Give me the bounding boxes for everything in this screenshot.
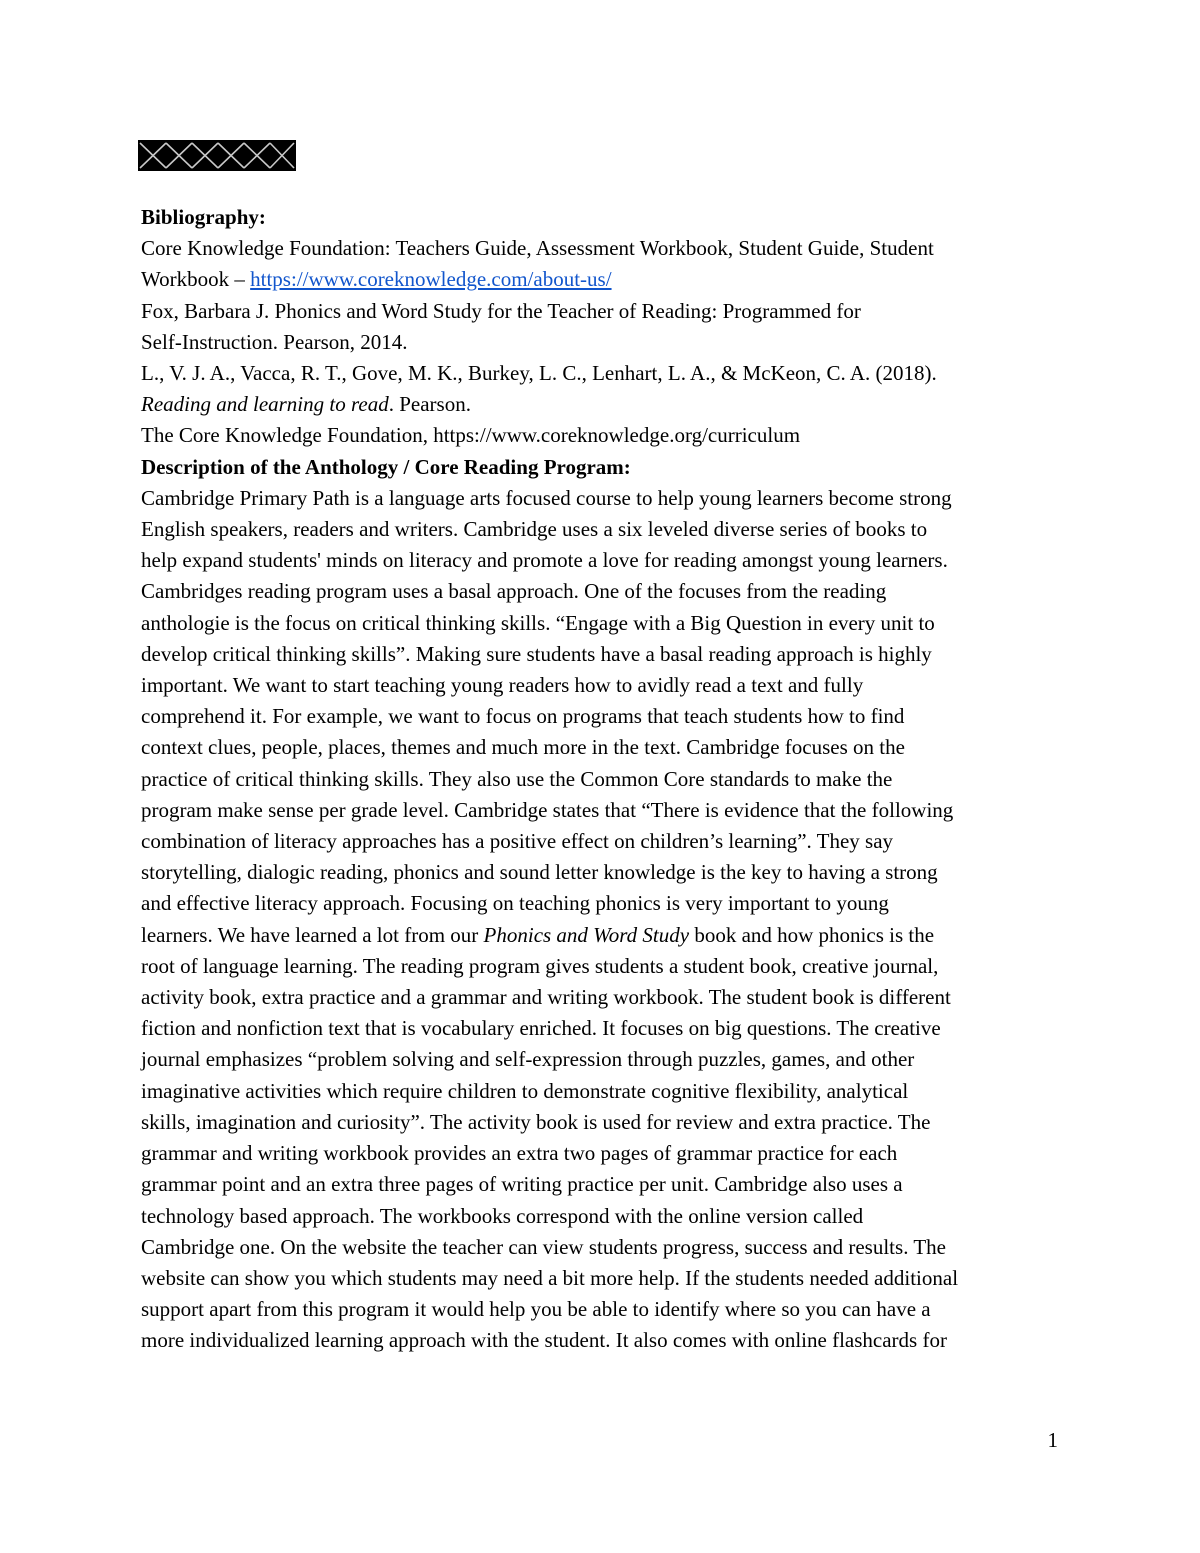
description-line: Cambridges reading program uses a basal approach. One of the focuses from the reading: [141, 579, 887, 604]
bibliography-entry-core-knowledge-line2: [141, 264, 1071, 295]
description-line: more individualized learning approach with the student. It also comes with online flashcards for: [141, 1328, 947, 1353]
bibliography-entry-vacca-line1: L., V. J. A., Vacca, R. T., Gove, M. K., Burkey, L. C., Lenhart, L. A., & McKeon, C. A. (2018).: [141, 361, 937, 386]
description-line: activity book, extra practice and a grammar and writing workbook. The student book is different: [141, 985, 951, 1010]
description-line: help expand students' minds on literacy and promote a love for reading amongst young learners.: [141, 548, 948, 573]
description-line: storytelling, dialogic reading, phonics and sound letter knowledge is the key to having a strong: [141, 860, 938, 885]
description-line: website can show you which students may need a bit more help. If the students needed additional: [141, 1265, 959, 1290]
description-line: anthologie is the focus on critical thinking skills. “Engage with a Big Question in every unit to: [141, 610, 935, 635]
description-heading: Description of the Anthology / Core Reading Program:: [141, 454, 631, 479]
description-line: fiction and nonfiction text that is vocabulary enriched. It focuses on big questions. The creative: [141, 1016, 941, 1041]
bibliography-entry-fox-line2: Self-Instruction. Pearson, 2014.: [141, 329, 408, 354]
page-number: 1: [1047, 1428, 1058, 1452]
vacca-book-title: Reading and learning to read: [141, 392, 389, 417]
bibliography-heading: Bibliography:: [141, 205, 266, 229]
description-line: program make sense per grade level. Cambridge states that “There is evidence that the following: [141, 797, 954, 822]
description-line: English speakers, readers and writers. Cambridge uses a six leveled diverse series of books to: [141, 517, 928, 542]
description-line: and effective literacy approach. Focusing on teaching phonics is very important to young: [141, 891, 889, 916]
document-body: [141, 202, 1071, 1357]
vacca-publisher: . Pearson.: [388, 392, 471, 417]
description-line: root of language learning. The reading program gives students a student book, creative journal,: [141, 953, 939, 978]
description-line: important. We want to start teaching young readers how to avidly read a text and fully: [141, 673, 864, 698]
workbook-prefix: Workbook –: [141, 267, 251, 292]
description-line: skills, imagination and curiosity”. The activity book is used for review and extra practice. The: [141, 1109, 931, 1134]
description-line-part: book and how phonics is the: [689, 922, 935, 947]
description-line: grammar point and an extra three pages of writing practice per unit. Cambridge also uses a: [141, 1172, 903, 1197]
description-line: [141, 920, 1071, 951]
description-line: Cambridge Primary Path is a language arts focused course to help young learners become strong: [141, 485, 952, 510]
description-line-part: learners. We have learned a lot from our: [141, 922, 484, 947]
description-line: context clues, people, places, themes and much more in the text. Cambridge focuses on the: [141, 735, 905, 760]
bibliography-entry-fox-line1: Fox, Barbara J. Phonics and Word Study for the Teacher of Reading: Programmed for: [141, 298, 861, 323]
bibliography-entry-ckf-curriculum: The Core Knowledge Foundation, https://www.coreknowledge.org/curriculum: [141, 423, 801, 448]
bibliography-entry-vacca-line2: [141, 389, 1071, 420]
bibliography-entry-core-knowledge-line1: Core Knowledge Foundation: Teachers Guide, Assessment Workbook, Student Guide, Student: [141, 236, 934, 261]
description-line: practice of critical thinking skills. They also use the Common Core standards to make the: [141, 766, 893, 791]
description-line: grammar and writing workbook provides an extra two pages of grammar practice for each: [141, 1141, 898, 1166]
core-knowledge-link[interactable]: https://www.coreknowledge.com/about-us/: [250, 267, 612, 292]
description-line: support apart from this program it would help you be able to identify where so you can have a: [141, 1297, 931, 1322]
description-line: develop critical thinking skills”. Making sure students have a basal reading approach is highly: [141, 641, 932, 666]
description-line: comprehend it. For example, we want to focus on programs that teach students how to find: [141, 704, 905, 729]
redacted-name-block: [138, 140, 296, 171]
description-line: Cambridge one. On the website the teacher can view students progress, success and results. The: [141, 1234, 946, 1259]
description-line: technology based approach. The workbooks correspond with the online version called: [141, 1203, 864, 1228]
description-line: imaginative activities which require children to demonstrate cognitive flexibility, analytical: [141, 1078, 909, 1103]
phonics-book-title: Phonics and Word Study: [483, 922, 690, 947]
description-line: combination of literacy approaches has a positive effect on children’s learning”. They say: [141, 829, 894, 854]
description-line: journal emphasizes “problem solving and self-expression through puzzles, games, and other: [141, 1047, 915, 1072]
